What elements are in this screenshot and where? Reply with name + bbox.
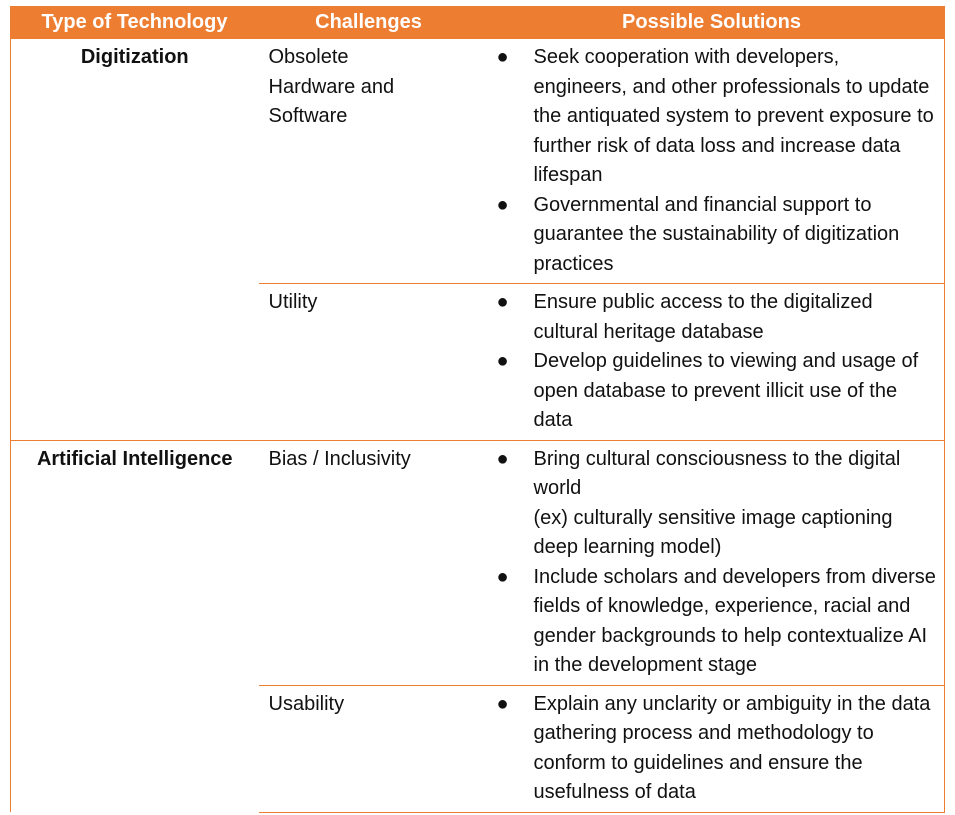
list-item xyxy=(493,445,937,563)
challenge-cell xyxy=(259,39,479,284)
challenge-line: Hardware and xyxy=(268,75,395,98)
solutions-cell xyxy=(479,39,945,284)
table-header-row xyxy=(11,7,945,39)
challenge-cell xyxy=(259,685,479,812)
list-item xyxy=(493,347,937,436)
solutions-cell xyxy=(479,284,945,441)
list-item xyxy=(493,191,937,280)
solutions-table-container xyxy=(10,6,944,813)
bullet-icon: ● xyxy=(496,350,509,372)
challenge-line: Utility xyxy=(268,291,318,313)
list-item xyxy=(493,690,937,808)
solution-text: Explain any unclarity or ambiguity in the data gathering process and methodology to conform to guidelines and ensure the usefulness of data xyxy=(533,692,931,803)
header-challenges: Challenges xyxy=(259,7,479,39)
solution-text: Bring cultural consciousness to the digital world xyxy=(533,447,901,499)
solutions-cell xyxy=(479,440,945,685)
bullet-icon: ● xyxy=(496,565,509,588)
solutions-list xyxy=(493,288,937,436)
challenge-cell xyxy=(259,440,479,685)
challenge-line: Usability xyxy=(268,692,345,715)
table-row xyxy=(11,440,945,685)
list-item xyxy=(493,288,937,347)
technology-cell: Digitization xyxy=(11,39,259,441)
challenge-cell xyxy=(259,284,479,441)
solution-text: Develop guidelines to viewing and usage of open database to prevent illicit use of the data xyxy=(533,350,919,431)
bullet-icon: ● xyxy=(496,447,509,470)
solutions-list xyxy=(493,445,937,681)
solution-text: Include scholars and developers from diverse fields of knowledge, experience, racial and gender backgrounds to help contextualize AI in the development stage xyxy=(533,565,936,676)
technology-cell: Artificial Intelligence xyxy=(11,440,259,812)
list-item xyxy=(493,43,937,191)
list-item xyxy=(493,563,937,681)
bullet-icon: ● xyxy=(496,193,509,216)
header-technology: Type of Technology xyxy=(11,7,259,39)
table-row xyxy=(11,39,945,284)
bullet-icon: ● xyxy=(496,46,509,68)
solution-text: Seek cooperation with developers, engineers, and other professionals to update the antiquated system to prevent exposure to further risk of data loss and increase data lifespan xyxy=(533,46,934,186)
solutions-list xyxy=(493,43,937,279)
solution-note: (ex) culturally sensitive image captioning deep learning model) xyxy=(533,506,893,558)
challenge-line: Bias / Inclusivity xyxy=(268,447,411,470)
bullet-icon: ● xyxy=(496,291,509,313)
solution-text: Governmental and financial support to guarantee the sustainability of digitization practices xyxy=(533,193,900,275)
bullet-icon: ● xyxy=(496,692,509,715)
challenge-line: Software xyxy=(268,105,348,127)
solution-text: Ensure public access to the digitalized cultural heritage database xyxy=(533,291,873,343)
solutions-cell xyxy=(479,685,945,812)
technology-challenges-table xyxy=(10,6,945,813)
challenge-line: Obsolete xyxy=(268,46,349,68)
header-solutions: Possible Solutions xyxy=(479,7,945,39)
solutions-list xyxy=(493,690,937,808)
